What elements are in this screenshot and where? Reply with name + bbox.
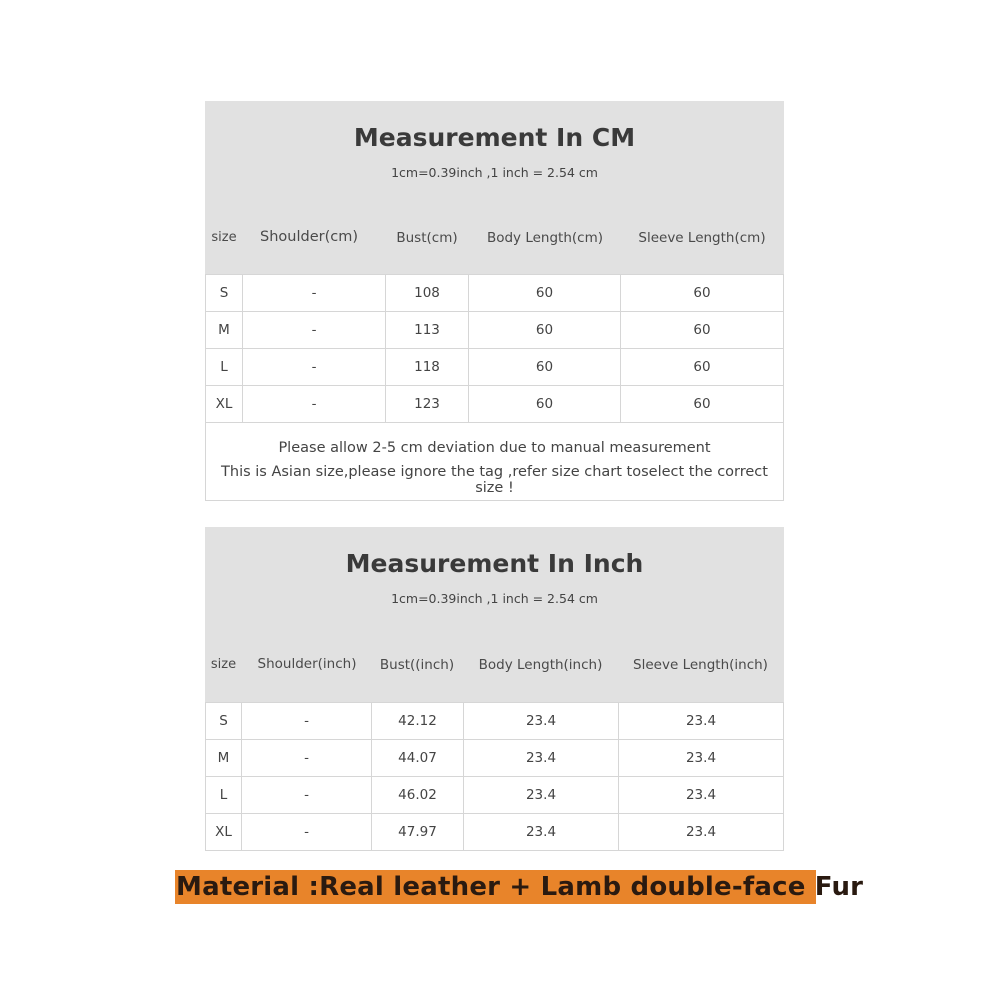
table-row — [206, 349, 784, 386]
cell-sleeve-length: 60 — [621, 312, 784, 349]
cm-table-header — [205, 101, 784, 274]
cell-bust: 108 — [386, 275, 469, 312]
table-row — [206, 740, 784, 777]
cell-size: L — [206, 777, 242, 814]
cell-bust: 47.97 — [372, 814, 464, 851]
cell-sleeve-length: 23.4 — [619, 740, 784, 777]
cell-body-length: 60 — [469, 386, 621, 423]
cell-body-length: 23.4 — [464, 740, 619, 777]
cell-bust: 123 — [386, 386, 469, 423]
cell-shoulder: - — [242, 814, 372, 851]
table-row — [206, 703, 784, 740]
cell-size: L — [206, 349, 243, 386]
cell-sleeve-length: 60 — [621, 275, 784, 312]
deviation-note: Please allow 2-5 cm deviation due to manual measurement — [278, 440, 711, 456]
cell-size: XL — [206, 386, 243, 423]
cell-bust: 42.12 — [372, 703, 464, 740]
cell-size: XL — [206, 814, 242, 851]
cell-shoulder: - — [242, 740, 372, 777]
cm-table-title: Measurement In CM — [353, 123, 636, 152]
asian-size-note: This is Asian size,please ignore the tag ,refer size chart toselect the correct size ! — [221, 464, 768, 496]
cm-col-bust: Bust(cm) — [396, 230, 458, 246]
cell-sleeve-length: 23.4 — [619, 703, 784, 740]
cell-shoulder: - — [243, 386, 386, 423]
cell-bust: 44.07 — [372, 740, 464, 777]
inch-size-chart — [205, 527, 784, 850]
cm-col-size: size — [211, 230, 237, 245]
material-banner: Material :Real leather + Lamb double-face Fur — [176, 872, 864, 902]
cell-body-length: 23.4 — [464, 777, 619, 814]
cell-size: M — [206, 740, 242, 777]
cell-sleeve-length: 60 — [621, 386, 784, 423]
cell-body-length: 60 — [469, 349, 621, 386]
inch-col-bust: Bust((inch) — [379, 657, 455, 673]
cell-body-length: 60 — [469, 312, 621, 349]
inch-table-body — [205, 702, 784, 851]
cell-sleeve-length: 60 — [621, 349, 784, 386]
cell-sleeve-length: 23.4 — [619, 814, 784, 851]
cm-col-shoulder: Shoulder(cm) — [260, 229, 358, 245]
inch-col-shoulder: Shoulder(inch) — [257, 656, 357, 672]
inch-col-size: size — [210, 657, 237, 672]
cell-bust: 118 — [386, 349, 469, 386]
measurement-disclaimer — [205, 422, 784, 501]
cell-body-length: 60 — [469, 275, 621, 312]
cm-table-body — [205, 274, 784, 423]
table-row — [206, 814, 784, 851]
cell-shoulder: - — [242, 703, 372, 740]
cm-size-chart — [205, 101, 784, 501]
inch-table-header — [205, 527, 784, 702]
inch-table-title: Measurement In Inch — [345, 549, 644, 578]
cell-size: M — [206, 312, 243, 349]
cell-shoulder: - — [243, 275, 386, 312]
table-row — [206, 275, 784, 312]
cm-col-body-length: Body Length(cm) — [486, 230, 604, 246]
table-row — [206, 777, 784, 814]
table-row — [206, 312, 784, 349]
cm-col-sleeve-length: Sleeve Length(cm) — [638, 230, 766, 246]
cell-bust: 113 — [386, 312, 469, 349]
cm-conversion-note: 1cm=0.39inch ,1 inch = 2.54 cm — [391, 165, 598, 180]
inch-col-body-length: Body Length(inch) — [478, 657, 603, 673]
cell-shoulder: - — [242, 777, 372, 814]
cell-sleeve-length: 23.4 — [619, 777, 784, 814]
cell-bust: 46.02 — [372, 777, 464, 814]
cell-size: S — [206, 703, 242, 740]
table-row — [206, 386, 784, 423]
cell-size: S — [206, 275, 243, 312]
cell-body-length: 23.4 — [464, 814, 619, 851]
inch-col-sleeve-length: Sleeve Length(inch) — [633, 657, 768, 673]
cell-shoulder: - — [243, 349, 386, 386]
inch-conversion-note: 1cm=0.39inch ,1 inch = 2.54 cm — [391, 591, 598, 606]
cell-body-length: 23.4 — [464, 703, 619, 740]
cell-shoulder: - — [243, 312, 386, 349]
